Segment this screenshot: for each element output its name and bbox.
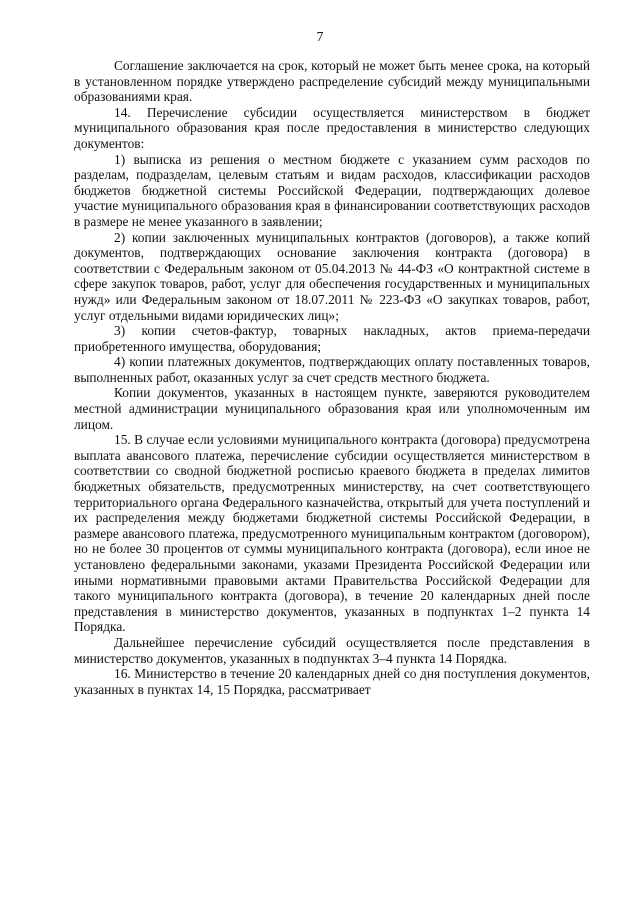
paragraph-agreement-term: Соглашение заключается на срок, который не может быть менее срока, на который в установленном порядке утверждено распределение субсидий между муниципальными образованиями края.: [74, 58, 590, 105]
paragraph-further-transfer: Дальнейшее перечисление субсидий осуществляется после представления в министерство документов, указанных в подпунктах 3–4 пункта 14 Порядка.: [74, 634, 590, 666]
paragraph-15: 15. В случае если условиями муниципального контракта (договора) предусмотрена выплата авансового платежа, перечисление субсидии осуществляется министерством в соответствии со сводной бюджетной росписью краевого бюджета в пределах лимитов бюджетных обязательств, предусмотренных министерству, на счет соответствующего территориального органа Федерального казначейства, открытый для учета поступлений и их распределения между бюджетами бюджетной системы Российской Федерации, в размере авансового платежа, предусмотренного муниципальным контрактом (договором), но не более 30 процентов от суммы муниципального контракта (договора), если иное не установлено федеральными законами, указами Президента Российской Федерации или иными нормативными правовыми актами Правительства Российской Федерации для такого муниципального контракта (договора), в течение 20 календарных дней после представления в министерство документов, указанных в подпунктах 1–2 пункта 14 Порядка.: [74, 432, 590, 635]
paragraph-14-item-1: 1) выписка из решения о местном бюджете с указанием сумм расходов по разделам, подразделам, целевым статьям и видам расходов, классификации расходов бюджетов бюджетной системы Российской Федерации, подтверждающих долевое участие муниципального образования края в финансировании соответствующих расходов в размере не менее указанного в заявлении;: [74, 151, 590, 229]
paragraph-14-item-3: 3) копии счетов-фактур, товарных накладных, актов приема-передачи приобретенного имущества, оборудования;: [74, 323, 590, 354]
paragraph-14-item-2: 2) копии заключенных муниципальных контрактов (договоров), а также копий документов, подтверждающих основание заключения контракта (договора) в соответствии с Федеральным законом от 05.04.2013 № 44-ФЗ «О контрактной системе в сфере закупок товаров, работ, услуг для обеспечения государственных и муниципальных нужд» или Федеральным законом от 18.07.2011 № 223-ФЗ «О закупках товаров, работ, услуг отдельными видами юридических лиц»;: [74, 229, 590, 323]
paragraph-16: 16. Министерство в течение 20 календарных дней со дня поступления документов, указанных в пунктах 14, 15 Порядка, рассматривает: [74, 666, 590, 697]
document-body: [74, 58, 590, 697]
page-number: 7: [316, 30, 324, 45]
paragraph-14-item-4: 4) копии платежных документов, подтверждающих оплату поставленных товаров, выполненных работ, оказанных услуг за счет средств местного бюджета.: [74, 354, 590, 385]
paragraph-14: 14. Перечисление субсидии осуществляется министерством в бюджет муниципального образования края после предоставления в министерство следующих документов:: [74, 104, 590, 151]
paragraph-copies-certified: Копии документов, указанных в настоящем пункте, заверяются руководителем местной администрации муниципального образования края или уполномоченным им лицом.: [74, 385, 590, 432]
